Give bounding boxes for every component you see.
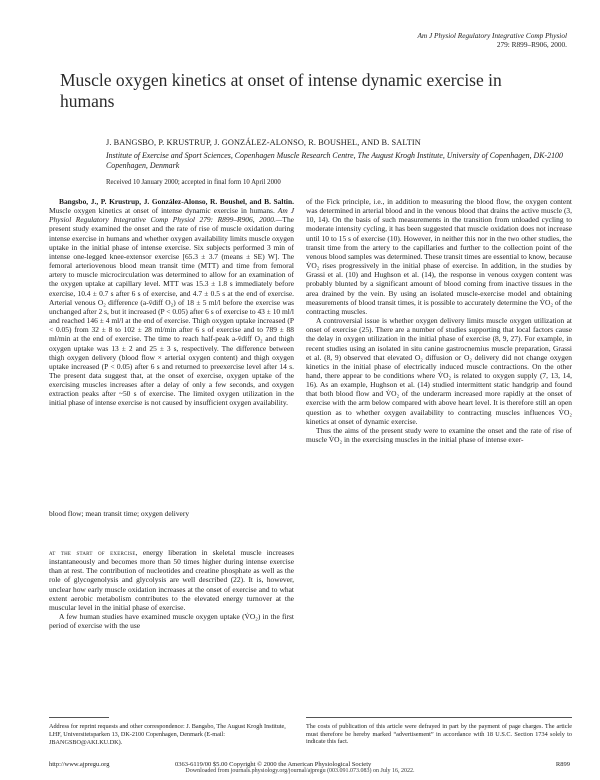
- introduction: [49, 548, 294, 630]
- copyright: 0363-6119/00 $5.00 Copyright © 2000 the American Physiological Society: [175, 761, 372, 768]
- journal-pages: 279: R899–R906, 2000.: [496, 40, 567, 49]
- footnote-divider-right: [306, 717, 572, 718]
- intro-lead: at the start of exercise,: [49, 548, 138, 557]
- keywords: blood flow; mean transit time; oxygen delivery: [49, 509, 190, 518]
- footnote-costs: The costs of publication of this article were defrayed in part by the payment of page charges. The article must therefore be hereby marked “advertisement” in accordance with 18 U.S.C. Section 1734 solely to indicate this fact.: [306, 723, 572, 746]
- abstract-citation: Am J Physiol Regulatory Integrative Comp Physiol 279: R899–R906, 2000.—: [49, 206, 294, 225]
- journal-url[interactable]: http://www.ajpregu.org: [49, 761, 110, 768]
- right-paragraph-3: Thus the aims of the present study were to examine the onset and the rate of rise of muscle V̇O₂ in the exercising muscles in the initial phase of intense exer-: [306, 425, 572, 445]
- right-paragraph-1: of the Fick principle, i.e., in addition to measuring the blood flow, the oxygen content was determined in arterial blood and in the venous blood that drains the active muscle (3, 10, 14). On the basis of such measurements in the transition from unloaded cycling to moderate intensity cycling, it has been suggested that muscle oxidation does not increase until 10 to 15 s of exercise (10). However, in neither this nor in the two other studies, the transit time from the artery to the capillaries and further to the collection point of the venous blood samples was determined. These transit times are essential to know, because V̇O₂ rises progressively in the initial phase of exercise. In addition, in the studies by Grassi et al. (10) and Hughson et al. (14), the response in venous oxygen content was probably blunted by a significant amount of blood coming from inactive tissues in the area drained by the vein. By using an isolated muscle-exercise model and obtaining measurements of blood transit times, it is possible to accurately determine the V̇O₂ of the contracting muscles.: [306, 197, 572, 316]
- page-number: R899: [555, 761, 570, 768]
- intro-paragraph-2: A few human studies have examined muscle oxygen uptake (V̇O₂) in the first period of exercise with the use: [49, 612, 294, 631]
- affiliation: Institute of Exercise and Sport Sciences, Copenhagen Muscle Research Centre, The August Krogh Institute, University of Copenhagen, DK-2100 Copenhagen, Denmark: [106, 151, 563, 171]
- download-note: Downloaded from journals.physiology.org/journal/ajpregu (003.091.073.083) on July 16, 2022.: [185, 768, 415, 774]
- abstract-authors: Bangsbo, J., P. Krustrup, J. González-Alonso, R. Boushel, and B. Saltin.: [59, 197, 294, 206]
- right-paragraph-2: A controversial issue is whether oxygen delivery limits muscle oxygen utilization at onset of exercise (25). There are a number of studies supporting that local factors cause the delay in oxygen utilization in the initial phase of exercise (8, 9, 27). For example, in recent studies using an isolated in situ canine gastrocnemius muscle preparation, Grassi et al. (8, 9) observed that elevated O₂ diffusion or O₂ delivery did not change oxygen kinetics in the initial phase of electrically induced muscle contractions. On the other hand, there appear to be conditions where V̇O₂ is related to oxygen supply (7, 13, 14, 16). As an example, Hughson et al. (14) studied intermittent static handgrip and found that both blood flow and V̇O₂ of the underarm increased more rapidly at the onset of exercise with the arm below compared with above heart level. It is therefore still an open question as to whether oxygen availability to contracting muscles influences V̇O₂ kinetics at onset of dynamic exercise.: [306, 316, 572, 426]
- abstract: [49, 197, 294, 408]
- right-column: [306, 197, 572, 444]
- received-date: Received 10 January 2000; accepted in final form 10 April 2000: [106, 179, 281, 186]
- journal-header: [417, 31, 567, 49]
- intro-paragraph-1: energy liberation in skeletal muscle increases instantaneously and becomes more than 50 times higher during intense exercise than at rest. The contribution of nucleotides and creatine phosphate as well as the role of glycogenolysis and glycolysis are well described (22). It is, however, unclear how early muscle oxidation increases at the onset of exercise and to what extent aerobic metabolism contributes to the elevated energy turnover at the muscular level in the initial phase of exercise.: [49, 548, 294, 612]
- footnote-address: Address for reprint requests and other correspondence: J. Bangsbo, The August Krogh Institute, LHF, Universitetsparken 13, DK-2100 Copenhagen, Denmark (E-mail: JBANGSBO@AKI.KU.DK).: [49, 723, 286, 746]
- abstract-title: Muscle oxygen kinetics at onset of intense dynamic exercise in humans.: [49, 206, 275, 216]
- article-title: Muscle oxygen kinetics at onset of intense dynamic exercise in humans: [60, 70, 502, 111]
- abstract-body: The present study examined the onset and the rate of rise of muscle oxidation during intense exercise in humans and whether oxygen availability limits muscle oxygen uptake in the initial phase of intense exercise. Six subjects performed 3 min of intense one-legged knee-extensor exercise [65.3 ± 3.7 (means ± SE) W]. The femoral arteriovenous blood mean transit time (MTT) and time from femoral artery to muscle microcirculation was determined to allow for an examination of the oxygen uptake at capillary level. MTT was 15.3 ± 1.8 s immediately before exercise, 10.4 ± 0.7 s after 6 s of exercise, and 4.7 ± 0.5 s at the end of exercise. Arterial venous O₂ difference (a-v̄diff O₂) of 18 ± 5 ml/l before the exercise was unchanged after 2 s, but it increased (P < 0.05) after 6 s of exercise to 43 ± 10 ml/l and reached 146 ± 4 ml/l at the end of exercise. Thigh oxygen uptake increased (P < 0.05) from 32 ± 8 to 102 ± 28 ml/min after 6 s of exercise and to 789 ± 88 ml/min at the end of exercise. The time to reach half-peak a-v̄diff O₂ and thigh oxygen uptake was 13 ± 2 and 25 ± 3 s, respectively. The difference between thigh oxygen delivery (blood flow × arterial oxygen content) and thigh oxygen uptake increased (P < 0.05) after 6 s and returned to preexercise level after 14 s. The present data suggest that, at the onset of exercise, oxygen uptake of the exercising muscles increases after a delay of only a few seconds, and oxygen extraction peaks after ~50 s of exercise. The limited oxygen utilization in the initial phase of intense exercise is not caused by insufficient oxygen availability.: [49, 215, 294, 408]
- footnote-divider-left: [49, 717, 109, 718]
- author-list: J. BANGSBO, P. KRUSTRUP, J. GONZÁLEZ-ALONSO, R. BOUSHEL, AND B. SALTIN: [106, 138, 421, 147]
- journal-name: Am J Physiol Regulatory Integrative Comp Physiol: [417, 31, 567, 40]
